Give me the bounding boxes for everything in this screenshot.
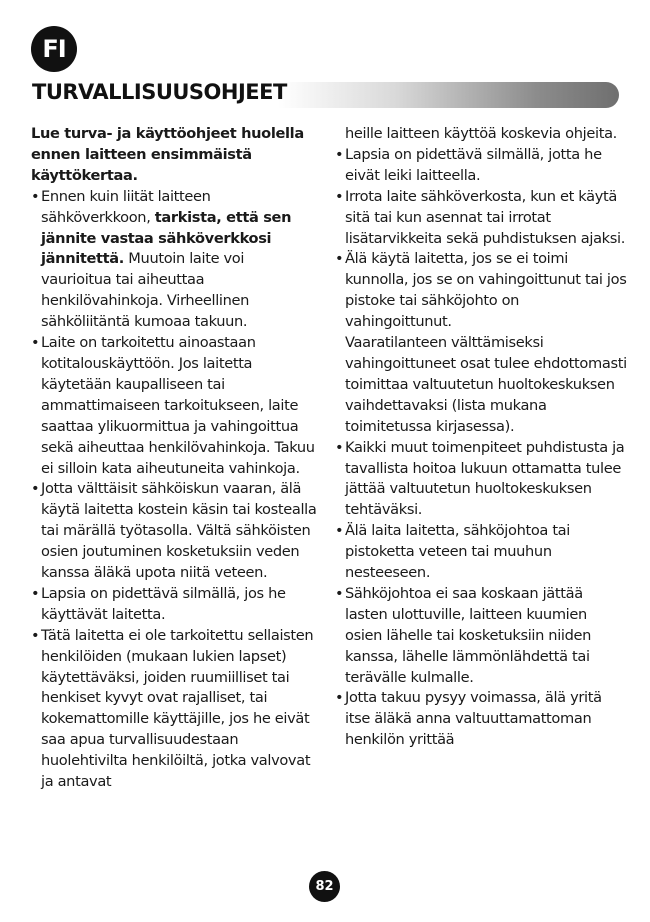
- item-text: Muutoin laite voi vaurioitua tai aiheuttaa henkilövahinkoja. Virheellinen sähköliitäntä kumoaa takuun.: [41, 250, 250, 331]
- page-title: TURVALLISUUSOHJEET: [32, 80, 287, 104]
- safety-list-left: [31, 187, 317, 793]
- item-text: Ennen kuin liität laitteen sähköverkkoon,: [41, 187, 211, 226]
- left-column: [31, 124, 317, 793]
- page-number: 82: [309, 871, 340, 902]
- list-item: • Laite on tarkoitettu ainoastaan kotitalouskäyttöön. Jos laitetta käytetään kaupalliseen tai ammattimaiseen tarkoitukseen, laite saattaa ylikuormittua ja vahingoittua sekä aiheuttaa henkilövahinkoja. Takuu ei silloin kata aiheutuneita vahinkoja.: [31, 333, 317, 479]
- language-badge: FI: [31, 26, 77, 72]
- item-text: Älä käytä laitetta, jos se ei toimi kunnolla, jos se on vahingoittunut tai jos pistoke tai sähköjohto on vahingoittunut.: [345, 250, 627, 331]
- list-item: • Älä laita laitetta, sähköjohtoa tai pistoketta veteen tai muuhun nesteeseen.: [335, 521, 627, 584]
- list-item: • Lapsia on pidettävä silmällä, jotta he eivät leiki laitteella.: [335, 145, 627, 187]
- list-item: • Lapsia on pidettävä silmällä, jos he käyttävät laitetta.: [31, 584, 317, 626]
- list-item: • Irrota laite sähköverkosta, kun et käytä sitä tai kun asennat tai irrotat lisätarvikkeita sekä puhdistuksen ajaksi.: [335, 187, 627, 250]
- list-item: [335, 249, 627, 437]
- right-column: [335, 124, 627, 751]
- item-extra-text: Vaaratilanteen välttämiseksi vahingoittuneet osat tulee ehdottomasti toimittaa valtuutetun huoltokeskuksen vaihdettavaksi (lista mukana toimitetussa kirjasessa).: [345, 334, 627, 435]
- list-item: • Sähköjohtoa ei saa koskaan jättää lasten ulottuville, laitteen kuumien osien lähelle tai kosketuksiin niiden kanssa, lähelle lämmönlähdettä tai terävälle kulmalle.: [335, 584, 627, 689]
- list-item: [31, 187, 317, 333]
- list-item: • Jotta takuu pysyy voimassa, älä yritä itse äläkä anna valtuuttamattoman henkilön yrittää: [335, 688, 627, 751]
- intro-text: Lue turva- ja käyttöohjeet huolella ennen laitteen ensimmäistä käyttökertaa.: [31, 125, 304, 184]
- list-item: • Tätä laitetta ei ole tarkoitettu sellaisten henkilöiden (mukaan lukien lapset) käytettäväksi, joiden ruumiilliset tai henkiset kyvyt ovat rajalliset, tai kokemattomille käyttäjille, jos he eivät saa apua turvallisuudestaan huolehtivilta henkilöiltä, jotka valvovat ja antavat: [31, 626, 317, 793]
- list-item-continuation: heille laitteen käyttöä koskevia ohjeita.: [345, 125, 617, 142]
- list-item: • Jotta välttäisit sähköiskun vaaran, älä käytä laitetta kostein käsin tai kostealla tai märällä työtasolla. Vältä sähköisten osien joutuminen kosketuksiin veden kanssa äläkä upota niitä veteen.: [31, 479, 317, 584]
- list-item: • Kaikki muut toimenpiteet puhdistusta ja tavallista hoitoa lukuun ottamatta tulee jättää valtuutetun huoltokeskuksen tehtäväksi.: [335, 438, 627, 522]
- safety-list-right: [335, 124, 627, 751]
- item-bold-text: tarkista, että sen jännite vastaa sähköverkkosi jännitettä.: [41, 208, 292, 268]
